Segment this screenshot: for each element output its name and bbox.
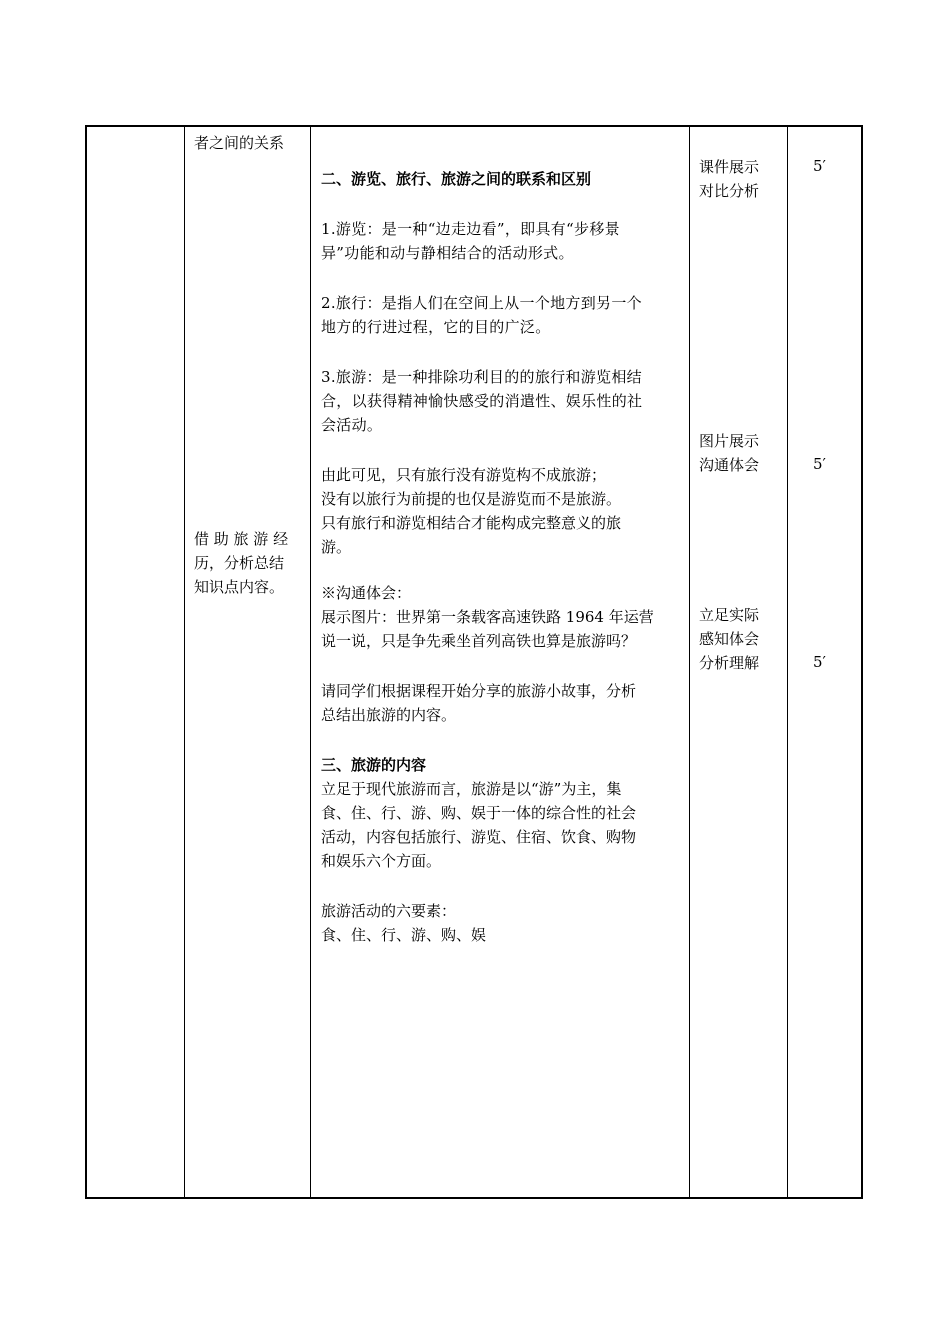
column-divider [310, 127, 311, 1197]
main-content [321, 167, 683, 947]
method-2: 图片展示 沟通体会 [699, 432, 760, 474]
ask-block: 请同学们根据课程开始分享的旅游小故事，分析 总结出旅游的内容。 [321, 682, 637, 724]
communicate-block: ※沟通体会： 展示图片：世界第一条载客高速铁路 1964 年运营 说一说，只是争先乘坐首列高铁也算是旅游吗？ [321, 584, 654, 650]
col2-top-text: 者之间的关系 [194, 134, 285, 152]
section-heading-2: 二、游览、旅行、旅游之间的联系和区别 [321, 170, 592, 188]
method-1: 课件展示 对比分析 [699, 158, 760, 200]
time-1: 5′ [813, 157, 826, 175]
time-3: 5′ [813, 653, 826, 671]
item-3: 3.旅游：是一种排除功利目的的旅行和游览相结 合，以获得精神愉快感受的消遣性、娱乐性的社 会活动。 [321, 368, 643, 434]
column-divider [689, 127, 690, 1197]
lesson-plan-table [85, 125, 863, 1199]
item-2: 2.旅行：是指人们在空间上从一个地方到另一个 地方的行进过程，它的目的广泛。 [321, 294, 642, 336]
column-divider [184, 127, 185, 1197]
col2-middle-text: 借 助 旅 游 经 历，分析总结 知识点内容。 [194, 530, 289, 596]
time-2: 5′ [813, 455, 826, 473]
section-heading-3: 三、旅游的内容 [321, 756, 427, 774]
conclusion: 由此可见，只有旅行没有游览构不成旅游； 没有以旅行为前提的也仅是游览而不是旅游。 只有旅行和游览相结合才能构成完整意义的旅 游。 [321, 466, 622, 556]
section-3-text: 立足于现代旅游而言，旅游是以“游”为主，集 食、住、行、游、购、娱于一体的综合性的社会 活动，内容包括旅行、游览、住宿、饮食、购物 和娱乐六个方面。 [321, 780, 637, 870]
six-elements: 旅游活动的六要素： 食、住、行、游、购、娱 [321, 902, 487, 944]
item-1: 1.游览：是一种“边走边看”，即具有“步移景 异”功能和动与静相结合的活动形式。 [321, 220, 620, 262]
column-divider [787, 127, 788, 1197]
method-3: 立足实际 感知体会 分析理解 [699, 606, 760, 672]
